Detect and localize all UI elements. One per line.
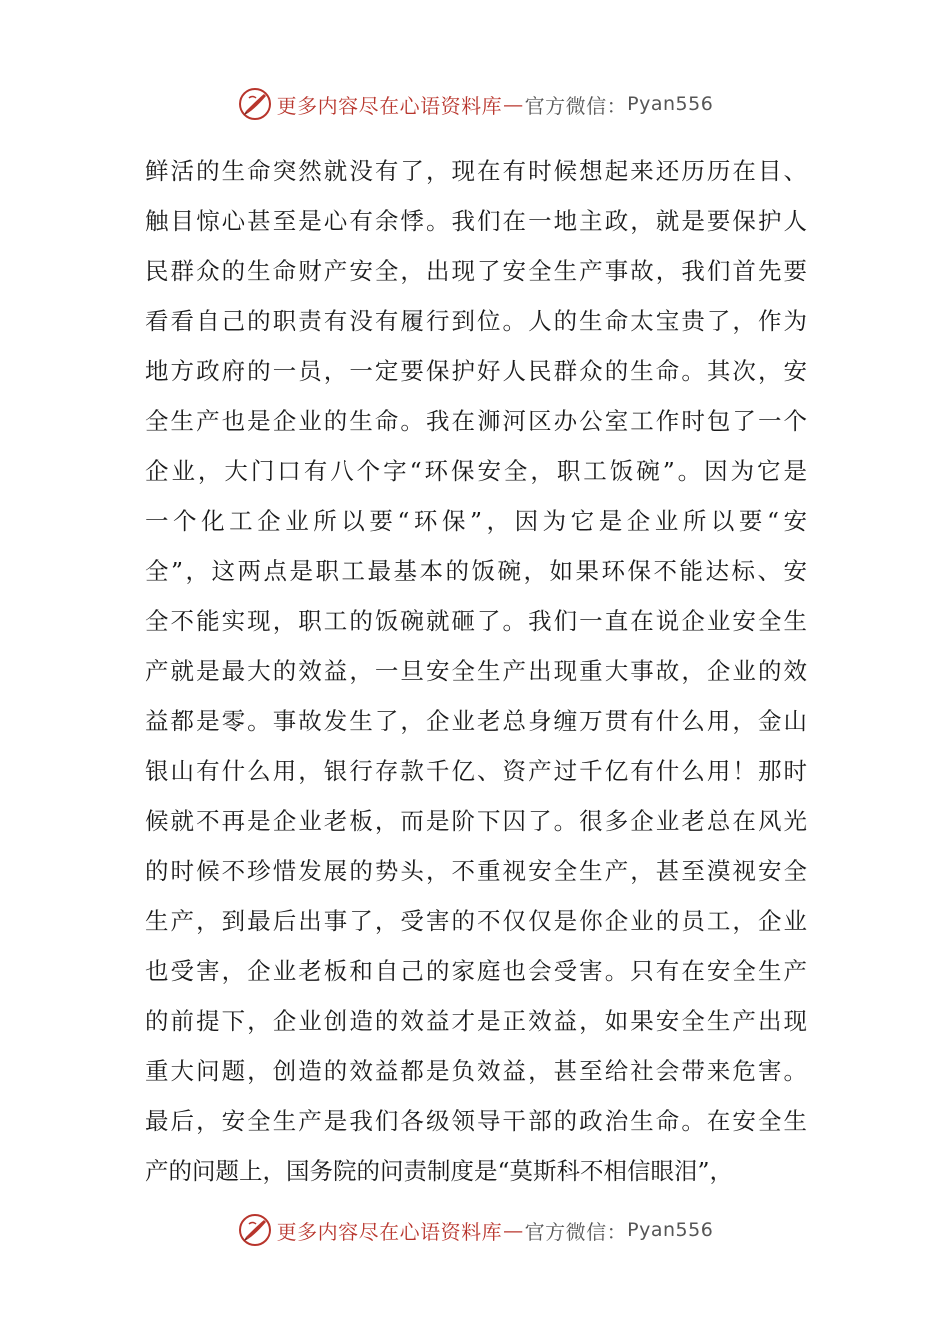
footer-wechat-label: 官方微信： (524, 1219, 628, 1244)
text-line: 触目惊心甚至是心有余悸。我们在一地主政，就是要保护人 (145, 207, 807, 235)
text-line: 银山有什么用，银行存款千亿、资产过千亿有什么用！那时 (145, 757, 807, 785)
text-line: 重大问题，创造的效益都是负效益，甚至给社会带来危害。 (145, 1057, 807, 1085)
pen-logo-icon (237, 86, 273, 122)
text-line: 一个化工企业所以要“环保”，因为它是企业所以要“安 (145, 507, 807, 535)
footer-wechat-id: Pyan556 (627, 1219, 714, 1241)
header-banner (0, 84, 950, 124)
pen-logo-icon (237, 1212, 273, 1248)
header-dash: — (503, 92, 524, 116)
text-line: 地方政府的一员，一定要保护好人民群众的生命。其次，安 (145, 357, 807, 385)
footer-dash: — (503, 1218, 524, 1242)
text-line: 最后，安全生产是我们各级领导干部的政治生命。在安全生 (145, 1107, 807, 1135)
text-line: 鲜活的生命突然就没有了，现在有时候想起来还历历在目、 (145, 157, 807, 185)
text-line: 全生产也是企业的生命。我在浉河区办公室工作时包了一个 (145, 407, 807, 435)
text-line: 民群众的生命财产安全，出现了安全生产事故，我们首先要 (145, 257, 807, 285)
text-line: 全不能实现，职工的饭碗就砸了。我们一直在说企业安全生 (145, 607, 807, 635)
header-site-text: 更多内容尽在心语资料库 (276, 93, 503, 118)
text-line: 生产，到最后出事了，受害的不仅仅是你企业的员工，企业 (145, 907, 807, 935)
text-line: 产的问题上，国务院的问责制度是“莫斯科不相信眼泪”， (145, 1157, 734, 1185)
text-line: 也受害，企业老板和自己的家庭也会受害。只有在安全生产 (145, 957, 807, 985)
text-line: 看看自己的职责有没有履行到位。人的生命太宝贵了，作为 (145, 307, 807, 335)
text-line: 的时候不珍惜发展的势头，不重视安全生产，甚至漠视安全 (145, 857, 807, 885)
header-wechat-id: Pyan556 (627, 93, 714, 115)
body-text (145, 146, 807, 1196)
text-line: 全”，这两点是职工最基本的饭碗，如果环保不能达标、安 (145, 557, 807, 585)
header-banner-text (277, 90, 714, 119)
footer-banner-text (277, 1216, 714, 1245)
text-line: 益都是零。事故发生了，企业老总身缠万贯有什么用，金山 (145, 707, 807, 735)
text-line: 的前提下，企业创造的效益才是正效益，如果安全生产出现 (145, 1007, 807, 1035)
footer-banner (0, 1210, 950, 1250)
footer-site-text: 更多内容尽在心语资料库 (276, 1219, 503, 1244)
header-wechat-label: 官方微信： (524, 93, 628, 118)
text-line: 候就不再是企业老板，而是阶下囚了。很多企业老总在风光 (145, 807, 807, 835)
text-line: 产就是最大的效益，一旦安全生产出现重大事故，企业的效 (145, 657, 807, 685)
text-line: 企业，大门口有八个字“环保安全，职工饭碗”。因为它是 (145, 457, 807, 485)
